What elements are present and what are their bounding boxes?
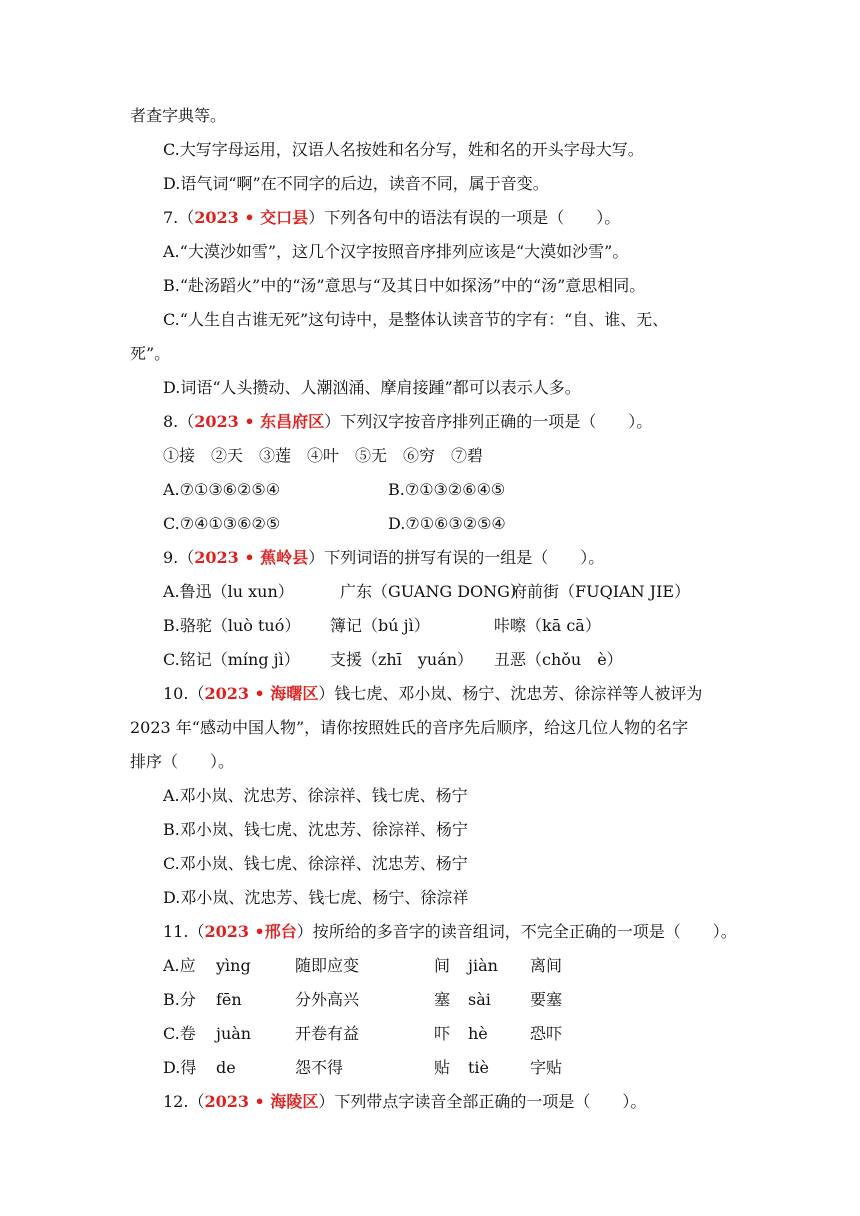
pinyin: yìng [216, 956, 251, 975]
word: 怨不得 [295, 1058, 344, 1077]
option-c: C.⑦④①③⑥②⑤ [163, 514, 281, 533]
option-a-word-2: 广东（GUANG DONG） [340, 582, 526, 601]
text-line: 2023 年“感动中国人物”，请你按照姓氏的音序先后顺序，给这几位人物的名字 [130, 718, 689, 737]
option-line: C.邓小岚、钱七虎、徐淙祥、沈忠芳、杨宁 [163, 854, 468, 873]
row-label: D.得 [163, 1058, 197, 1077]
character: 间 [434, 956, 451, 975]
source-tag: 2023 •邢台 [204, 922, 297, 941]
option-line: D.词语“人头攒动、人潮汹涌、摩肩接踵”都可以表示人多。 [163, 378, 581, 397]
row-label: C.卷 [163, 1024, 196, 1043]
character-list: ①接 ②天 ③莲 ④叶 ⑤无 ⑥穷 ⑦碧 [163, 446, 484, 465]
word: 随即应变 [295, 956, 360, 975]
question-text: ）下列各句中的语法有误的一项是（ ）。 [308, 208, 621, 227]
question-7 [163, 208, 620, 228]
word: 字贴 [530, 1058, 563, 1077]
character: 塞 [434, 990, 451, 1009]
question-11 [163, 922, 737, 942]
source-tag: 2023 • 交口县 [194, 208, 309, 227]
pinyin: juàn [216, 1024, 252, 1043]
word: 离间 [530, 956, 563, 975]
option-line: C.“人生自古谁无死”这句诗中，是整体认读音节的字有：“自、谁、无、 [163, 310, 669, 329]
question-number: 12.（ [163, 1092, 205, 1111]
question-text: ）钱七虎、邓小岚、杨宁、沈忠芳、徐淙祥等人被评为 [318, 684, 703, 703]
pinyin: tiè [468, 1058, 490, 1077]
question-9 [163, 548, 604, 568]
option-c-word-1: C.铭记（míng jì） [163, 650, 300, 669]
option-b-word-3: 咔嚓（kā cā） [494, 616, 601, 635]
word: 开卷有益 [295, 1024, 360, 1043]
text-line: C.大写字母运用，汉语人名按姓和名分写，姓和名的开头字母大写。 [163, 140, 644, 159]
pinyin: de [216, 1058, 236, 1077]
option-b-word-1: B.骆驼（luò tuó） [163, 616, 301, 635]
option-line: 死”。 [130, 344, 171, 363]
question-text: ）下列词语的拼写有误的一组是（ ）。 [308, 548, 605, 567]
character: 吓 [434, 1024, 451, 1043]
option-b-word-2: 簿记（bú jì） [330, 616, 430, 635]
question-text: ）下列汉字按音序排列正确的一项是（ ）。 [324, 412, 653, 431]
option-b: B.⑦①③②⑥④⑤ [388, 480, 506, 499]
question-number: 8.（ [163, 412, 195, 431]
row-label: A.应 [163, 956, 196, 975]
pinyin: jiàn [468, 956, 498, 975]
question-number: 7.（ [163, 208, 195, 227]
question-number: 10.（ [163, 684, 205, 703]
option-c-word-3: 丑恶（chǒu è） [494, 650, 623, 669]
option-line: A.邓小岚、沈忠芳、徐淙祥、钱七虎、杨宁 [163, 786, 468, 805]
question-10 [163, 684, 702, 704]
word: 要塞 [530, 990, 563, 1009]
option-d: D.⑦①⑥③②⑤④ [388, 514, 506, 533]
question-12 [163, 1092, 646, 1112]
source-tag: 2023 • 东昌府区 [194, 412, 325, 431]
question-number: 11.（ [163, 922, 205, 941]
option-c-word-2: 支援（zhī yuán） [330, 650, 474, 669]
option-line: B.邓小岚、钱七虎、沈忠芳、徐淙祥、杨宁 [163, 820, 468, 839]
option-a: A.⑦①③⑥②⑤④ [163, 480, 281, 499]
question-number: 9.（ [163, 548, 195, 567]
option-line: A.“大漠沙如雪”，这几个汉字按照音序排列应该是“大漠如沙雪”。 [163, 242, 629, 261]
source-tag: 2023 • 海曙区 [204, 684, 319, 703]
pinyin: fēn [216, 990, 242, 1009]
option-line: B.“赴汤蹈火”中的“汤”意思与“及其日中如探汤”中的“汤”意思相同。 [163, 276, 646, 295]
source-tag: 2023 • 蕉岭县 [194, 548, 309, 567]
word: 恐吓 [530, 1024, 563, 1043]
text-line: D.语气词“啊”在不同字的后边，读音不同，属于音变。 [163, 174, 549, 193]
question-8 [163, 412, 652, 432]
text-line: 排序（ ）。 [130, 752, 235, 771]
option-a-word-1: A.鲁迅（lu xun） [163, 582, 294, 601]
option-a-word-3: 府前街（FUQIAN JIE） [511, 582, 691, 601]
question-text: ）下列带点字读音全部正确的一项是（ ）。 [318, 1092, 647, 1111]
question-text: ）按所给的多音字的读音组词，不完全正确的一项是（ ）。 [296, 922, 737, 941]
word: 分外高兴 [295, 990, 360, 1009]
row-label: B.分 [163, 990, 196, 1009]
pinyin: hè [468, 1024, 488, 1043]
source-tag: 2023 • 海陵区 [204, 1092, 319, 1111]
pinyin: sài [468, 990, 491, 1009]
text-line: 者查字典等。 [130, 106, 227, 125]
character: 贴 [434, 1058, 451, 1077]
option-line: D.邓小岚、沈忠芳、钱七虎、杨宁、徐淙祥 [163, 888, 469, 907]
